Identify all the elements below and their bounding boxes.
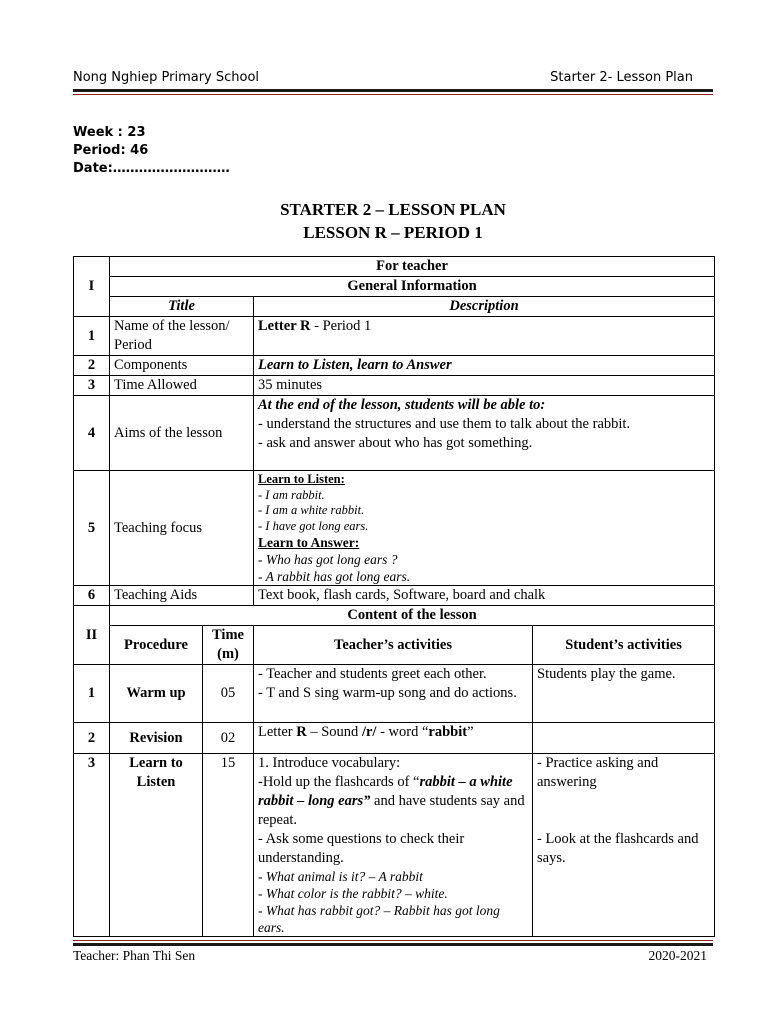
answer-item: - Who has got long ears ? bbox=[258, 552, 398, 567]
row-title: Components bbox=[110, 356, 254, 376]
student-activity: - Look at the flashcards and says. bbox=[537, 831, 699, 866]
footer-teacher: Teacher: Phan Thi Sen bbox=[73, 948, 196, 963]
question-item: - What color is the rabbit? – white. bbox=[258, 886, 448, 901]
footer-rule bbox=[73, 943, 713, 946]
row-title: Aims of the lesson bbox=[110, 396, 254, 471]
row-number: 1 bbox=[74, 317, 110, 356]
listen-item: - I am a white rabbit. bbox=[258, 503, 365, 517]
table-row bbox=[74, 317, 715, 356]
row-number: 1 bbox=[74, 665, 110, 723]
col-header-student: Student’s activities bbox=[533, 626, 715, 665]
table-row bbox=[74, 665, 715, 723]
period-label: Period: 46 bbox=[73, 143, 149, 158]
col-header-teacher: Teacher’s activities bbox=[254, 626, 533, 665]
section-number: II bbox=[74, 606, 110, 665]
listen-heading: Learn to Listen: bbox=[258, 472, 345, 486]
header-school: Nong Nghiep Primary School bbox=[73, 70, 260, 85]
table-row bbox=[74, 356, 715, 376]
page-header bbox=[73, 70, 693, 88]
row-number: 2 bbox=[74, 723, 110, 754]
content-heading: Content of the lesson bbox=[110, 606, 715, 626]
col-header-description: Description bbox=[254, 297, 715, 317]
aims-line: - understand the structures and use them to talk about the rabbit. bbox=[258, 416, 631, 432]
document-title bbox=[73, 198, 713, 244]
row-title: Teaching focus bbox=[110, 471, 254, 586]
listen-item: - I have got long ears. bbox=[258, 518, 369, 533]
lesson-period: - Period 1 bbox=[310, 318, 372, 334]
header-rule bbox=[73, 89, 713, 92]
row-description: 35 minutes bbox=[254, 376, 715, 396]
procedure-name: Learn to Listen bbox=[110, 754, 203, 937]
table-row bbox=[74, 754, 715, 937]
table-row bbox=[74, 586, 715, 606]
student-activities: Students play the game. bbox=[533, 665, 715, 723]
teacher-activity: - Teacher and students greet each other. bbox=[258, 666, 487, 682]
week-label: Week : 23 bbox=[73, 125, 146, 140]
row-number: 3 bbox=[74, 376, 110, 396]
section-number: I bbox=[74, 257, 110, 317]
row-title: Time Allowed bbox=[110, 376, 254, 396]
procedure-name: Warm up bbox=[110, 665, 203, 723]
question-item: - What has rabbit got? – Rabbit has got long ears. bbox=[258, 903, 500, 935]
teacher-activity: - Ask some questions to check their understanding. bbox=[258, 831, 465, 866]
procedure-name: Revision bbox=[110, 723, 203, 754]
col-header-title: Title bbox=[110, 297, 254, 317]
page-footer bbox=[73, 948, 707, 966]
table-row bbox=[74, 396, 715, 471]
row-title: Teaching Aids bbox=[110, 586, 254, 606]
row-number: 2 bbox=[74, 356, 110, 376]
row-description: Text book, flash cards, Software, board and chalk bbox=[254, 586, 715, 606]
table-row bbox=[74, 376, 715, 396]
row-description bbox=[254, 317, 715, 356]
row-description bbox=[254, 471, 715, 586]
row-number: 5 bbox=[74, 471, 110, 586]
title-line-2: LESSON R – PERIOD 1 bbox=[303, 223, 483, 242]
procedure-time: 15 bbox=[203, 754, 254, 937]
teacher-activities bbox=[254, 754, 533, 937]
listen-item: - I am rabbit. bbox=[258, 487, 325, 502]
lesson-letter: Letter R bbox=[258, 318, 311, 334]
student-activities bbox=[533, 723, 715, 754]
row-description: Learn to Listen, learn to Answer bbox=[254, 356, 715, 376]
table-row bbox=[74, 723, 715, 754]
teacher-activity: - T and S sing warm-up song and do actions. bbox=[258, 685, 517, 701]
procedure-time: 02 bbox=[203, 723, 254, 754]
lesson-meta bbox=[73, 124, 230, 178]
procedure-time: 05 bbox=[203, 665, 254, 723]
section-row bbox=[74, 606, 715, 626]
answer-item: - A rabbit has got long ears. bbox=[258, 569, 411, 584]
table-row bbox=[74, 471, 715, 586]
header-doc-title: Starter 2- Lesson Plan bbox=[550, 70, 693, 85]
answer-heading: Learn to Answer: bbox=[258, 535, 360, 550]
date-label: Date:……………………… bbox=[73, 161, 230, 176]
aims-heading: At the end of the lesson, students will be able to: bbox=[258, 397, 546, 413]
col-header-time: Time (m) bbox=[203, 626, 254, 665]
lesson-plan-table bbox=[73, 256, 715, 937]
for-teacher-heading: For teacher bbox=[110, 257, 715, 277]
general-info-heading: General Information bbox=[110, 277, 715, 297]
footer-rule-thin bbox=[73, 940, 713, 941]
title-line-1: STARTER 2 – LESSON PLAN bbox=[280, 200, 506, 219]
question-item: - What animal is it? – A rabbit bbox=[258, 869, 423, 884]
header-rule-thin bbox=[73, 94, 713, 95]
col-header-procedure: Procedure bbox=[110, 626, 203, 665]
row-number: 3 bbox=[74, 754, 110, 937]
vocab-heading: 1. Introduce vocabulary: bbox=[258, 755, 401, 771]
student-activities bbox=[533, 754, 715, 937]
row-description bbox=[254, 396, 715, 471]
teacher-activities bbox=[254, 665, 533, 723]
row-title: Name of the lesson/ Period bbox=[110, 317, 254, 356]
row-number: 6 bbox=[74, 586, 110, 606]
student-activity: - Practice asking and answering bbox=[537, 755, 659, 790]
footer-year: 2020-2021 bbox=[648, 948, 707, 963]
teacher-activities: Letter R – Sound /r/ - word “rabbit” bbox=[254, 723, 533, 754]
section-row bbox=[74, 257, 715, 277]
aims-line: - ask and answer about who has got something. bbox=[258, 435, 533, 451]
row-number: 4 bbox=[74, 396, 110, 471]
teacher-activity: -Hold up the flashcards of “rabbit – a white rabbit – long ears” and have students say and repeat. bbox=[258, 774, 525, 828]
